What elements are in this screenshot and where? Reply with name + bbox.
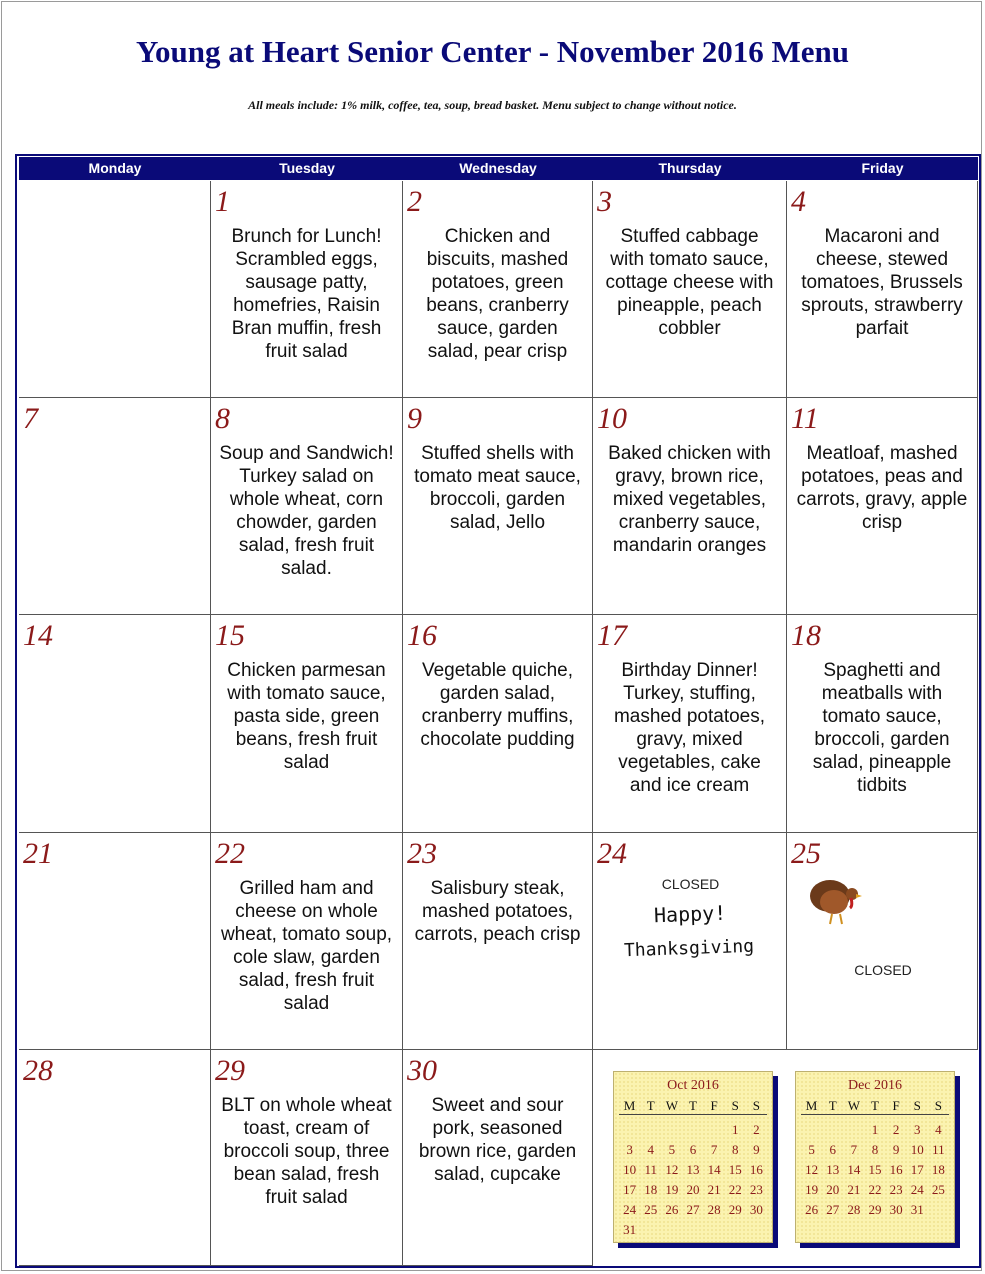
mini-day: 30 [889, 1202, 903, 1217]
menu-text: Soup and Sandwich! Turkey salad on whole wheat, corn chowder, garden salad, fresh fruit salad. [219, 443, 394, 579]
page-subtitle: All meals include: 1% milk, coffee, tea, soup, bread basket. Menu subject to change without notice. [248, 98, 737, 112]
day-number: 22 [215, 837, 245, 870]
mini-calendar-days [619, 1120, 767, 1240]
mini-day: 17 [623, 1182, 637, 1197]
mini-day: 14 [847, 1162, 861, 1177]
mini-day: 15 [868, 1162, 882, 1177]
mini-day: 20 [686, 1182, 700, 1197]
menu-text: BLT on whole wheat toast, cream of broccoli soup, three bean salad, fresh fruit salad [221, 1095, 392, 1208]
mini-day: 15 [728, 1162, 742, 1177]
mini-calendar-weekdays [801, 1098, 949, 1115]
mini-day: 6 [689, 1142, 697, 1157]
mini-day [640, 1120, 661, 1140]
mini-day: 13 [686, 1162, 700, 1177]
mini-day: 23 [749, 1182, 763, 1197]
mini-day: 10 [623, 1162, 637, 1177]
day-number: 10 [597, 402, 627, 435]
weekday-header [19, 157, 978, 180]
day-cell [787, 833, 978, 1050]
mini-day: 25 [644, 1202, 658, 1217]
mini-day: 22 [868, 1182, 882, 1197]
day-number: 17 [597, 619, 627, 652]
day-number: 2 [407, 185, 422, 218]
mini-day: 17 [910, 1162, 924, 1177]
mini-day: 2 [753, 1122, 760, 1137]
day-number: 4 [791, 185, 806, 218]
mini-day: 11 [932, 1142, 945, 1157]
day-cell [211, 181, 403, 398]
happy-text: Happy! [653, 900, 727, 928]
mini-day: 5 [808, 1142, 815, 1157]
mini-day: 27 [686, 1202, 700, 1217]
mini-calendar-weekdays [619, 1098, 767, 1115]
mini-day: 24 [623, 1202, 637, 1217]
mini-day: 29 [728, 1202, 742, 1217]
mini-day: 16 [889, 1162, 903, 1177]
mini-day: 21 [847, 1182, 861, 1197]
mini-weekday: M [805, 1098, 818, 1113]
mini-calendar-title: Oct 2016 [667, 1078, 719, 1093]
mini-day: 1 [871, 1122, 879, 1137]
day-cell [593, 181, 787, 398]
mini-calendar-title: Dec 2016 [847, 1078, 903, 1093]
menu-text: Sweet and sour pork, seasoned brown rice, garden salad, cupcake [418, 1095, 577, 1185]
day-cell [787, 181, 978, 398]
day-cell [211, 398, 403, 615]
day-number: 28 [23, 1054, 53, 1087]
day-cell [403, 833, 593, 1050]
mini-day: 25 [931, 1182, 945, 1197]
day-cell [403, 181, 593, 398]
mini-day [682, 1120, 703, 1140]
day-cell [403, 615, 593, 833]
weekday-tuesday: Tuesday [279, 160, 335, 176]
day-number: 8 [215, 402, 230, 435]
mini-day: 23 [889, 1182, 903, 1197]
day-cell [19, 1050, 211, 1266]
day-cell [787, 615, 978, 833]
menu-text: Stuffed shells with tomato meat sauce, broccoli, garden salad, Jello [414, 443, 581, 533]
mini-weekday: S [934, 1098, 943, 1113]
menu-text: Stuffed cabbage with tomato sauce, cottage cheese with pineapple, peach cobbler [605, 226, 774, 339]
day-number: 21 [23, 837, 53, 870]
mini-weekday: F [892, 1098, 900, 1113]
day-cell [403, 1050, 593, 1266]
mini-day: 1 [732, 1122, 739, 1137]
mini-weekday: S [731, 1098, 739, 1113]
mini-day: 18 [931, 1162, 945, 1177]
mini-day: 26 [805, 1202, 819, 1217]
mini-day [843, 1120, 864, 1140]
day-number: 9 [407, 402, 422, 435]
closed-label-thursday: CLOSED [661, 876, 720, 892]
day-number: 25 [791, 837, 821, 870]
mini-day: 18 [644, 1182, 658, 1197]
day-number: 18 [791, 619, 821, 652]
menu-text: Meatloaf, mashed potatoes, peas and carrots, gravy, apple crisp [796, 443, 968, 533]
day-number: 24 [597, 837, 627, 870]
menu-text: Chicken and biscuits, mashed potatoes, green beans, cranberry sauce, garden salad, pear crisp [426, 226, 569, 362]
day-number: 15 [215, 619, 245, 652]
mini-day: 4 [647, 1142, 654, 1157]
mini-day: 22 [728, 1182, 742, 1197]
mini-day: 6 [829, 1142, 836, 1157]
mini-day: 20 [826, 1182, 840, 1197]
day-cell [19, 615, 211, 833]
day-number: 3 [597, 185, 612, 218]
mini-day: 13 [826, 1162, 840, 1177]
mini-day: 31 [910, 1202, 924, 1217]
weekday-thursday: Thursday [658, 160, 722, 176]
mini-day: 8 [732, 1142, 739, 1157]
day-number: 1 [215, 185, 230, 218]
day-number: 30 [407, 1054, 437, 1087]
mini-weekday: S [752, 1098, 761, 1113]
mini-day: 3 [626, 1142, 633, 1157]
mini-day: 7 [850, 1142, 858, 1157]
mini-day: 26 [665, 1202, 679, 1217]
weekday-monday: Monday [88, 160, 142, 176]
mini-day: 14 [707, 1162, 721, 1177]
day-number: 29 [215, 1054, 245, 1087]
menu-text: Macaroni and cheese, stewed tomatoes, Brussels sprouts, strawberry parfait [801, 226, 963, 339]
mini-weekday: S [913, 1098, 921, 1113]
mini-day [661, 1120, 682, 1140]
day-number: 16 [407, 619, 437, 652]
mini-weekday: T [689, 1098, 697, 1113]
menu-text: Brunch for Lunch! Scrambled eggs, sausage patty, homefries, Raisin Bran muffin, fresh fruit salad [231, 226, 382, 362]
mini-day: 10 [910, 1142, 924, 1157]
mini-day: 24 [910, 1182, 924, 1197]
mini-weekday: W [847, 1098, 860, 1113]
mini-weekday: M [623, 1098, 636, 1113]
mini-day [822, 1120, 843, 1140]
weekday-friday: Friday [861, 160, 904, 176]
mini-day: 19 [805, 1182, 819, 1197]
mini-day [704, 1120, 725, 1140]
mini-day: 11 [644, 1162, 657, 1177]
page-title: Young at Heart Senior Center - November 2016 Menu [136, 34, 849, 69]
mini-day: 12 [665, 1162, 679, 1177]
mini-day: 29 [868, 1202, 882, 1217]
mini-day: 9 [892, 1142, 900, 1157]
menu-text: Baked chicken with gravy, brown rice, mixed vegetables, cranberry sauce, mandarin oranges [608, 443, 771, 556]
day-cell [593, 398, 787, 615]
day-cell [19, 398, 211, 615]
mini-day [619, 1120, 640, 1140]
mini-day [801, 1120, 822, 1140]
day-cell [211, 833, 403, 1050]
mini-day: 28 [707, 1202, 721, 1217]
menu-text: Spaghetti and meatballs with tomato sauce, broccoli, garden salad, pineapple tidbits [812, 660, 952, 796]
mini-weekday: T [828, 1098, 837, 1113]
mini-day: 28 [847, 1202, 861, 1217]
day-cell [19, 833, 211, 1050]
mini-calendar-oct [613, 1071, 773, 1243]
mini-weekday: F [710, 1098, 718, 1113]
mini-day: 12 [805, 1162, 819, 1177]
mini-weekday: W [665, 1098, 678, 1113]
mini-calendar-dec [795, 1071, 955, 1243]
mini-day: 8 [871, 1142, 879, 1157]
closed-label-friday: CLOSED [854, 962, 912, 978]
day-cell [403, 398, 593, 615]
mini-day: 16 [749, 1162, 763, 1177]
turkey-icon [804, 874, 864, 930]
day-cell [787, 398, 978, 615]
menu-text: Vegetable quiche, garden salad, cranberry muffins, chocolate pudding [420, 660, 575, 750]
mini-calendar-days [801, 1120, 949, 1220]
mini-day: 30 [749, 1202, 763, 1217]
day-cell [211, 615, 403, 833]
mini-day: 21 [707, 1182, 721, 1197]
mini-day: 19 [665, 1182, 679, 1197]
mini-weekday: T [646, 1098, 655, 1113]
weekday-wednesday: Wednesday [459, 160, 537, 176]
mini-day: 2 [892, 1122, 900, 1137]
menu-text: Chicken parmesan with tomato sauce, pasta side, green beans, fresh fruit salad [227, 660, 386, 773]
day-cell [211, 1050, 403, 1266]
mini-weekday: T [871, 1098, 879, 1113]
mini-day: 4 [935, 1122, 942, 1137]
day-number: 7 [23, 402, 38, 435]
day-number: 11 [791, 402, 819, 435]
mini-day: 31 [623, 1222, 637, 1237]
day-number: 23 [407, 837, 437, 870]
day-cell [593, 615, 787, 833]
mini-day: 5 [668, 1142, 676, 1157]
mini-day: 9 [753, 1142, 760, 1157]
mini-day: 3 [914, 1122, 921, 1137]
day-cell [19, 181, 211, 398]
menu-text: Salisbury steak, mashed potatoes, carrots, peach crisp [414, 878, 581, 945]
thanksgiving-text: Thanksgiving [623, 935, 755, 962]
mini-day: 27 [826, 1202, 840, 1217]
mini-day: 7 [710, 1142, 718, 1157]
day-number: 14 [23, 619, 53, 652]
menu-text: Birthday Dinner! Turkey, stuffing, mashed potatoes, gravy, mixed vegetables, cake and ice cream [613, 660, 766, 796]
menu-text: Grilled ham and cheese on whole wheat, tomato soup, cole slaw, garden salad, fresh fruit salad [220, 878, 393, 1014]
